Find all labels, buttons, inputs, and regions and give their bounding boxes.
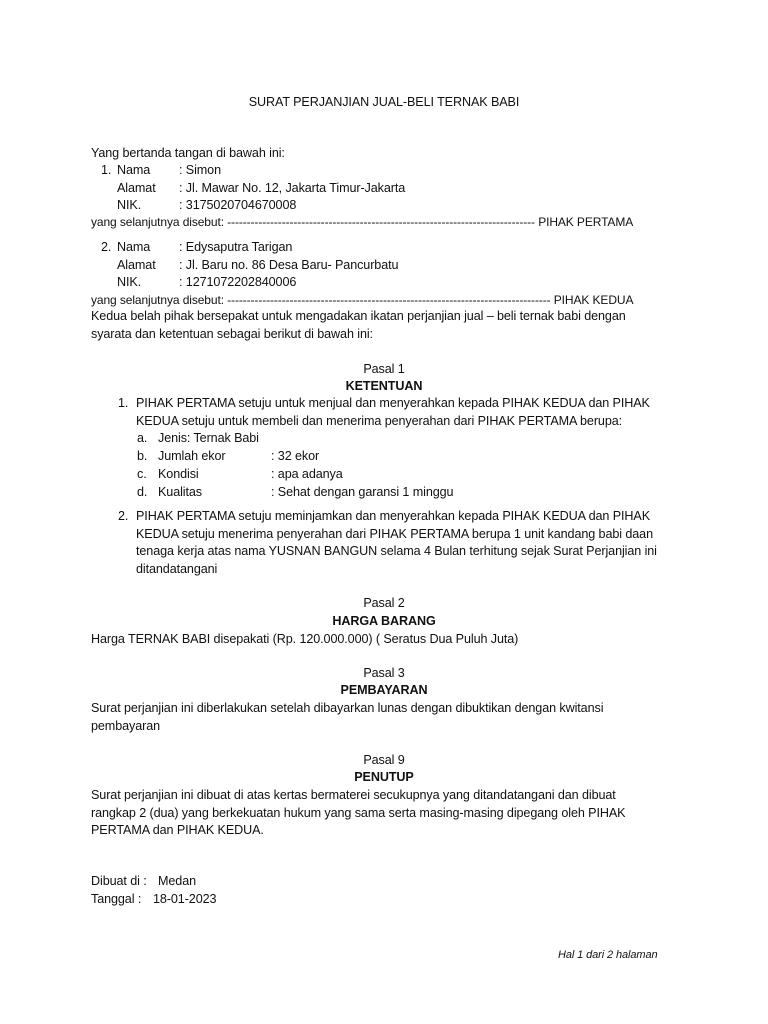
subitem-value-d: : Sehat dengan garansi 1 minggu: [271, 485, 454, 499]
agreement-line-1: Kedua belah pihak bersepakat untuk mengadakan ikatan perjanjian jual – beli ternak babi dengan: [91, 309, 626, 323]
subitem-label-b: Jumlah ekor: [158, 449, 226, 463]
pasal3-line-2: pembayaran: [91, 719, 161, 733]
place-label: Dibuat di :: [91, 874, 147, 888]
party2-name-value: : Edysaputra Tarigan: [179, 240, 293, 254]
party1-address-label: Alamat: [117, 181, 156, 195]
subitem-label-a: Jenis: Ternak Babi: [158, 431, 259, 445]
subitem-letter-b: b.: [137, 449, 148, 463]
pasal9-title: PENUTUP: [354, 770, 414, 784]
subitem-label-d: Kualitas: [158, 485, 203, 499]
pasal2-text: Harga TERNAK BABI disepakati (Rp. 120.000.000) ( Seratus Dua Puluh Juta): [91, 632, 519, 646]
pasal1-item2-line-3: tenaga kerja atas nama YUSNAN BANGUN selama 4 Bulan terhitung sejak Surat Perjanjian ini: [136, 544, 657, 558]
date-label: Tanggal :: [91, 892, 142, 906]
party1-name-label: Nama: [117, 163, 151, 177]
pasal1-item1-number: 1.: [118, 396, 129, 410]
party2-nik-value: : 1271072202840006: [179, 275, 297, 289]
party2-nik-label: NIK.: [117, 275, 142, 289]
pasal9-line-1: Surat perjanjian ini dibuat di atas kertas bermaterei secukupnya yang ditandatangani dan dibuat: [91, 788, 616, 802]
pasal1-item2-line-1: PIHAK PERTAMA setuju meminjamkan dan menyerahkan kepada PIHAK KEDUA dan PIHAK: [136, 509, 651, 523]
pasal1-title: KETENTUAN: [345, 379, 423, 393]
pasal1-item2-line-2: KEDUA setuju menerima penyerahan dari PIHAK PERTAMA berupa 1 unit kandang babi daan: [136, 527, 653, 541]
party2-name-label: Nama: [117, 240, 151, 254]
pasal1-heading: Pasal 1: [363, 362, 405, 376]
place-value: Medan: [158, 874, 197, 888]
party2-designation: yang selanjutnya disebut: ----------------------------------------------------------------------------------- PIHAK KEDUA: [91, 293, 634, 307]
party2-address-label: Alamat: [117, 258, 156, 272]
pasal1-item2-number: 2.: [118, 509, 129, 523]
subitem-label-c: Kondisi: [158, 467, 199, 481]
party1-number: 1.: [101, 163, 112, 177]
party1-nik-value: : 3175020704670008: [179, 198, 297, 212]
pasal2-heading: Pasal 2: [363, 596, 405, 610]
date-value: 18-01-2023: [153, 892, 217, 906]
party1-address-value: : Jl. Mawar No. 12, Jakarta Timur-Jakarta: [179, 181, 406, 195]
pasal1-item2-line-4: ditandatangani: [136, 562, 218, 576]
pasal9-line-3: PERTAMA dan PIHAK KEDUA.: [91, 823, 264, 837]
pasal1-item1-line-1: PIHAK PERTAMA setuju untuk menjual dan menyerahkan kepada PIHAK KEDUA dan PIHAK: [136, 396, 650, 410]
pasal1-item1-line-2: KEDUA setuju untuk membeli dan menerima penyerahan dari PIHAK PERTAMA berupa:: [136, 414, 623, 428]
subitem-letter-d: d.: [137, 485, 148, 499]
pasal3-line-1: Surat perjanjian ini diberlakukan setelah dibayarkan lunas dengan dibuktikan dengan kwitansi: [91, 701, 604, 715]
party2-address-value: : Jl. Baru no. 86 Desa Baru- Pancurbatu: [179, 258, 399, 272]
pasal3-heading: Pasal 3: [363, 666, 405, 680]
party1-nik-label: NIK.: [117, 198, 142, 212]
intro-text: Yang bertanda tangan di bawah ini:: [91, 146, 285, 160]
party1-name-value: : Simon: [179, 163, 221, 177]
pasal9-heading: Pasal 9: [363, 753, 405, 767]
subitem-value-b: : 32 ekor: [271, 449, 320, 463]
agreement-line-2: syarata dan ketentuan sebagai berikut di bawah ini:: [91, 327, 373, 341]
subitem-value-c: : apa adanya: [271, 467, 343, 481]
pasal2-title: HARGA BARANG: [332, 614, 436, 628]
subitem-letter-c: c.: [137, 467, 147, 481]
pasal3-title: PEMBAYARAN: [340, 683, 428, 697]
page-indicator: Hal 1 dari 2 halaman: [558, 949, 658, 961]
pasal9-line-2: rangkap 2 (dua) yang berkekuatan hukum yang sama serta masing-masing dipegang oleh PIHAK: [91, 806, 626, 820]
party2-number: 2.: [101, 240, 112, 254]
subitem-letter-a: a.: [137, 431, 148, 445]
document-title: SURAT PERJANJIAN JUAL-BELI TERNAK BABI: [248, 95, 520, 109]
party1-designation: yang selanjutnya disebut: ------------------------------------------------------------------------------- PIHAK PERTAMA: [91, 215, 634, 229]
